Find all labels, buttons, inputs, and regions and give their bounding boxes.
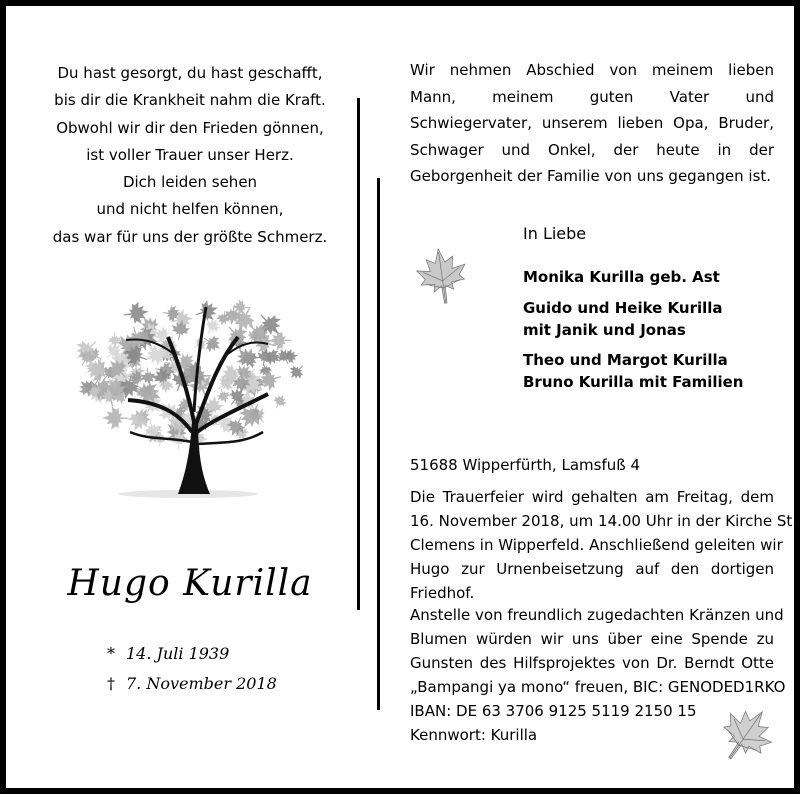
announcement-line: Schwager und Onkel, der heute in der bbox=[410, 140, 774, 159]
donation-line: Anstelle von freundlich zugedachten Kränzen und bbox=[410, 606, 784, 624]
announcement-line: Geborgenheit der Familie von uns gegangen ist. bbox=[410, 167, 772, 186]
donation-line: Blumen würden wir uns über eine Spende zu bbox=[410, 630, 774, 648]
maple-leaf-icon bbox=[711, 699, 781, 771]
death-symbol: † bbox=[107, 674, 115, 693]
address: 51688 Wipperfürth, Lamsfuß 4 bbox=[410, 456, 640, 474]
family-member-block bbox=[523, 297, 783, 341]
family-member-block bbox=[523, 349, 783, 393]
family-line: mit Janik und Jonas bbox=[523, 321, 686, 339]
funeral-text bbox=[410, 485, 798, 605]
poem-line: und nicht helfen können, bbox=[96, 200, 284, 219]
family-line: Theo und Margot Kurilla bbox=[523, 351, 728, 369]
birth-symbol: * bbox=[107, 644, 115, 663]
donation-line: Gunsten des Hilfsprojektes von Dr. Berndt Otte bbox=[410, 654, 774, 672]
family-line: Monika Kurilla geb. Ast bbox=[523, 268, 720, 286]
funeral-line: Friedhof. bbox=[410, 584, 475, 602]
deceased-name: Hugo Kurilla bbox=[67, 563, 313, 604]
poem bbox=[40, 60, 340, 251]
family-member-block bbox=[523, 266, 783, 288]
birth-date-line bbox=[100, 644, 300, 663]
funeral-line: 16. November 2018, um 14.00 Uhr in der Kirche St. bbox=[410, 512, 798, 530]
announcement-line: Wir nehmen Abschied von meinem lieben bbox=[410, 61, 774, 79]
donation-line: „Bampangi ya mono“ freuen, BIC: GENODED1RKO bbox=[410, 678, 786, 696]
donation-line: IBAN: DE 63 3706 9125 5119 2150 15 bbox=[410, 702, 697, 720]
funeral-line: Die Trauerfeier wird gehalten am Freitag, dem bbox=[410, 488, 774, 506]
announcement-line: Mann, meinem guten Vater und bbox=[410, 87, 774, 106]
death-date-line bbox=[100, 674, 300, 693]
tree-illustration bbox=[68, 282, 308, 504]
divider-line-right bbox=[377, 178, 380, 710]
donation-line: Kennwort: Kurilla bbox=[410, 726, 538, 744]
family-line: Bruno Kurilla mit Familien bbox=[523, 373, 744, 391]
poem-line: bis dir die Krankheit nahm die Kraft. bbox=[54, 91, 326, 110]
announcement-text bbox=[410, 57, 774, 190]
funeral-line: Hugo zur Urnenbeisetzung auf den dortigen bbox=[410, 560, 774, 578]
poem-line: ist voller Trauer unser Herz. bbox=[86, 145, 294, 164]
in-liebe-label: In Liebe bbox=[523, 224, 587, 243]
birth-date: 14. Juli 1939 bbox=[126, 644, 230, 663]
poem-line: Du hast gesorgt, du hast geschafft, bbox=[57, 64, 323, 82]
maple-leaf-icon bbox=[406, 244, 478, 308]
poem-line: Obwohl wir dir den Frieden gönnen, bbox=[56, 118, 324, 137]
divider-line-left bbox=[357, 98, 360, 610]
death-date: 7. November 2018 bbox=[126, 674, 277, 693]
funeral-line: Clemens in Wipperfeld. Anschließend geleiten wir bbox=[410, 536, 783, 554]
announcement-line: Schwiegervater, unserem lieben Opa, Bruder, bbox=[410, 114, 774, 133]
poem-line: das war für uns der größte Schmerz. bbox=[52, 227, 328, 246]
poem-line: Dich leiden sehen bbox=[122, 173, 258, 192]
family-line: Guido und Heike Kurilla bbox=[523, 299, 723, 317]
